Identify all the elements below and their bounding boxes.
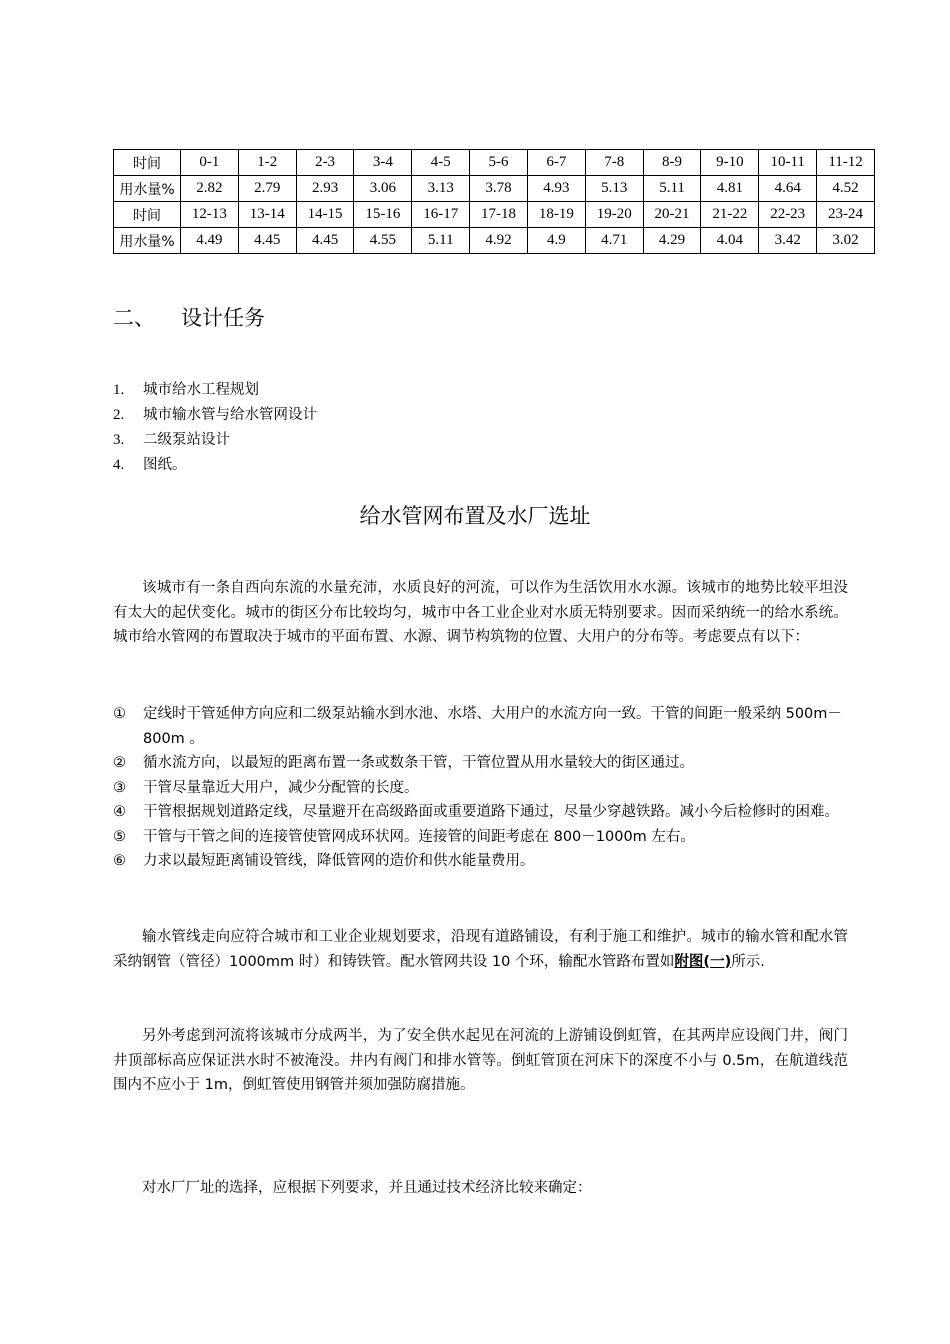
table-cell: 2-3 [296,150,354,176]
list-item: ④ 干管根据规划道路定线，尽量避开在高级路面或重要道路下通过，尽量少穿越铁路。减小今后检修时的困难。 [113,804,839,820]
table-row [114,228,875,254]
subsection-title: 给水管网布置及水厂选址 [359,504,591,528]
table-cell: 3.02 [817,228,875,254]
design-points-list [113,702,853,874]
table-cell: 4.81 [701,176,759,202]
table-cell: 4.04 [701,228,759,254]
table-cell: 4-5 [412,150,470,176]
table-cell: 23-24 [817,202,875,228]
table-cell: 4.45 [238,228,296,254]
table-cell: 14-15 [296,202,354,228]
table-cell: 4.49 [181,228,239,254]
table-cell: 13-14 [238,202,296,228]
table-cell: 5.11 [412,228,470,254]
table-cell: 11-12 [817,150,875,176]
table-cell: 0-1 [181,150,239,176]
table-header-cell: 时间 [114,202,181,228]
section-number: 二、 [113,306,155,330]
table-cell: 1-2 [238,150,296,176]
table-cell: 19-20 [585,202,643,228]
table-cell: 4.71 [585,228,643,254]
list-item: ② 循水流方向，以最短的距离布置一条或数条干管，干管位置从用水量较大的街区通过。 [113,755,694,771]
table-cell: 20-21 [643,202,701,228]
table-cell: 4.92 [470,228,528,254]
table-cell: 2.82 [181,176,239,202]
table-cell: 6-7 [527,150,585,176]
figure-link[interactable]: 附图(一) [674,953,732,970]
table-cell: 3.78 [470,176,528,202]
table-cell: 17-18 [470,202,528,228]
table-cell: 2.79 [238,176,296,202]
table-cell: 4.55 [354,228,412,254]
table-header-cell: 用水量% [114,176,181,202]
table-cell: 5-6 [470,150,528,176]
table-cell: 18-19 [527,202,585,228]
paragraph-plant-site: 对水厂厂址的选择，应根据下列要求，并且通过技术经济比较来确定： [142,1180,592,1196]
table-cell: 5.11 [643,176,701,202]
table-cell: 4.93 [527,176,585,202]
section-heading [113,302,265,332]
table-cell: 2.93 [296,176,354,202]
table-cell: 4.45 [296,228,354,254]
paragraph-siphon: 另外考虑到河流将该城市分成两半，为了安全供水起见在河流的上游铺设倒虹管，在其两岸应设阀门井，阀门井顶部标高应保证洪水时不被淹没。井内有阀门和排水管等。倒虹管顶在河床下的深度不小与 0.5m，在航道线范围内不应小于 1m，倒虹管使用钢管并须加强防腐措施。 [113,1028,848,1093]
paragraph-pipeline: 输水管线走向应符合城市和工业企业规划要求，沿现有道路铺设，有利于施工和维护。城市的输水管和配水管采纳钢管（管径）1000mm 时）和铸铁管。配水管网共设 10 个环，输配水管路布置如附图(一)所示. [113,929,848,970]
table-cell: 3-4 [354,150,412,176]
list-item: ⑥ 力求以最短距离铺设管线，降低管网的造价和供水能量费用。 [113,853,535,869]
table-cell: 4.64 [759,176,817,202]
list-item: 1. 城市给水工程规划 [113,382,259,398]
table-cell: 8-9 [643,150,701,176]
table-cell: 4.9 [527,228,585,254]
list-item: 3. 二级泵站设计 [113,432,230,448]
table-cell: 5.13 [585,176,643,202]
table-cell: 3.42 [759,228,817,254]
task-list [113,378,317,478]
table-cell: 7-8 [585,150,643,176]
table-cell: 22-23 [759,202,817,228]
table-row [114,176,875,202]
table-row [114,150,875,176]
water-usage-table [113,149,875,254]
table-cell: 9-10 [701,150,759,176]
list-item: 2. 城市输水管与给水管网设计 [113,407,317,423]
section-title-text: 设计任务 [181,306,265,330]
list-item: ⑤ 干管与干管之间的连接管使管网成环状网。连接管的间距考虑在 800－1000m 左右。 [113,828,695,845]
table-cell: 3.13 [412,176,470,202]
table-cell: 10-11 [759,150,817,176]
paragraph-intro: 该城市有一条自西向东流的水量充沛，水质良好的河流，可以作为生活饮用水水源。该城市的地势比较平坦没有太大的起伏变化。城市的街区分布比较均匀，城市中各工业企业对水质无特别要求。因而采纳统一的给水系统。城市给水管网的布置取决于城市的平面布置、水源、调节构筑物的位置、大用户的分布等。考虑要点有以下： [113,580,848,645]
table-cell: 12-13 [181,202,239,228]
table-cell: 16-17 [412,202,470,228]
table-cell: 4.29 [643,228,701,254]
table-cell: 15-16 [354,202,412,228]
table-header-cell: 用水量% [114,228,181,254]
table-row [114,202,875,228]
list-item: ① 定线时干管延伸方向应和二级泵站输水到水池、水塔、大用户的水流方向一致。干管的间距一般采纳 500m－800m 。 [113,706,842,747]
list-item: 4. 图纸。 [113,457,187,473]
table-cell: 21-22 [701,202,759,228]
list-item: ③ 干管尽量靠近大用户，减少分配管的长度。 [113,779,419,796]
table-cell: 4.52 [817,176,875,202]
table-header-cell: 时间 [114,150,181,176]
table-cell: 3.06 [354,176,412,202]
